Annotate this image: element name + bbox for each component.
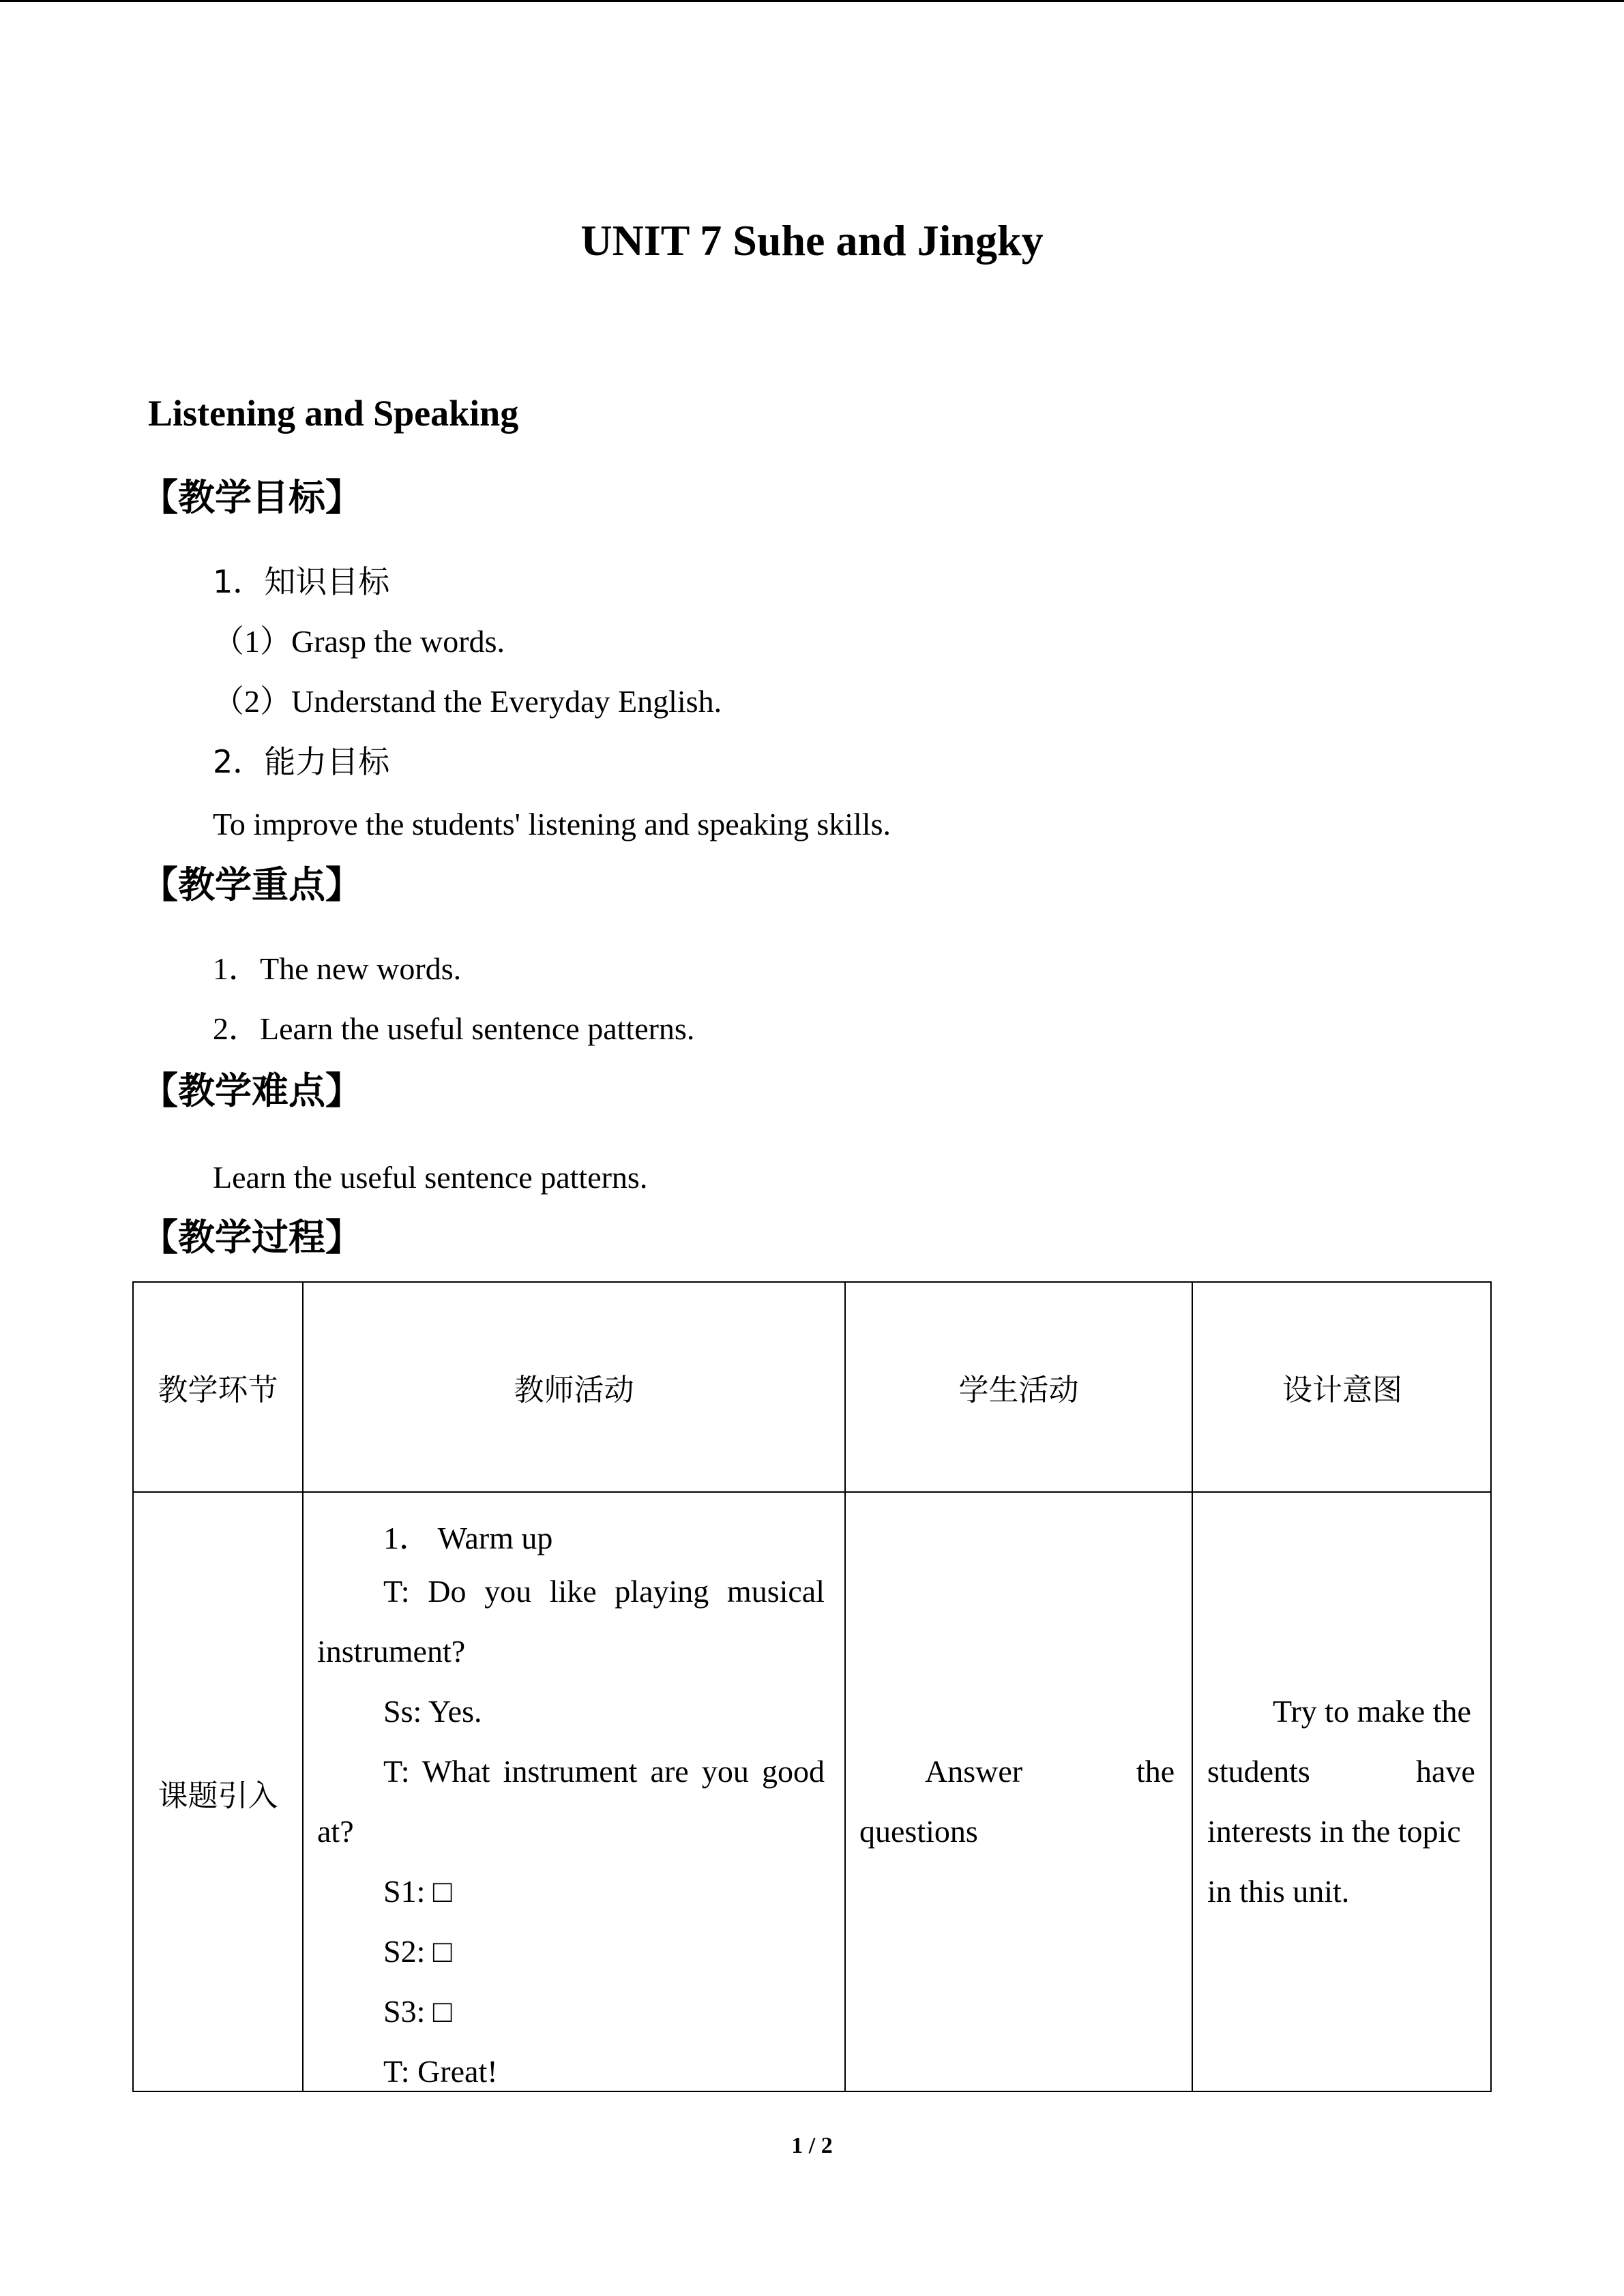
teacher-line: T: Do you like playing musical — [383, 1574, 825, 1609]
focus-item-1: 1．The new words. — [213, 951, 462, 986]
purpose-text-line: Try to make the — [1273, 1694, 1471, 1729]
table-header-teacher: 教师活动 — [514, 1373, 634, 1407]
page-number: 1 / 2 — [791, 2133, 833, 2158]
table-header-stage: 教学环节 — [158, 1373, 278, 1407]
teacher-line: at? — [317, 1814, 354, 1849]
teacher-line: instrument? — [317, 1634, 466, 1669]
teacher-line: T: What instrument are you good — [383, 1754, 825, 1789]
teacher-line: S2: □ — [383, 1934, 452, 1969]
goal-ability-title: 2．能力目标 — [213, 743, 390, 780]
section-subtitle: Listening and Speaking — [148, 393, 519, 434]
student-text-line: questions — [859, 1814, 978, 1849]
teacher-line: S3: □ — [383, 1994, 452, 2029]
teacher-line: Ss: Yes. — [383, 1694, 482, 1729]
table-header-student: 学生活动 — [958, 1373, 1079, 1407]
teacher-line: S1: □ — [383, 1874, 452, 1909]
goal-ability-text: To improve the students' listening and speaking skills. — [213, 807, 891, 841]
top-border-line — [0, 0, 1624, 2]
goal-knowledge-item-2: （2）Understand the Everyday English. — [213, 684, 722, 719]
student-text-word: Answer — [925, 1754, 1023, 1789]
heading-teaching-process: 【教学过程】 — [141, 1216, 362, 1259]
heading-teaching-focus: 【教学重点】 — [141, 863, 362, 906]
document-title: UNIT 7 Suhe and Jingky — [580, 216, 1044, 265]
purpose-text-word: students — [1207, 1754, 1310, 1789]
focus-item-2: 2．Learn the useful sentence patterns. — [213, 1011, 695, 1046]
table-cell-stage: 课题引入 — [158, 1778, 278, 1813]
teacher-line: 1． Warm up — [383, 1521, 553, 1555]
goal-knowledge-title: 1．知识目标 — [213, 563, 390, 600]
goal-knowledge-item-1: （1）Grasp the words. — [213, 624, 505, 659]
heading-teaching-goals: 【教学目标】 — [141, 476, 362, 519]
purpose-text-word: have — [1416, 1754, 1475, 1789]
table-header-divider — [134, 1491, 1490, 1493]
teacher-line: T: Great! — [383, 2054, 498, 2089]
difficulty-text: Learn the useful sentence patterns. — [213, 1160, 648, 1195]
purpose-text-line: interests in the topic — [1207, 1814, 1461, 1849]
student-text-word: the — [1136, 1754, 1175, 1789]
teaching-process-table — [132, 1281, 1492, 2092]
heading-teaching-difficulty: 【教学难点】 — [141, 1069, 362, 1112]
table-header-purpose: 设计意图 — [1282, 1373, 1402, 1407]
purpose-text-line: in this unit. — [1207, 1874, 1350, 1909]
